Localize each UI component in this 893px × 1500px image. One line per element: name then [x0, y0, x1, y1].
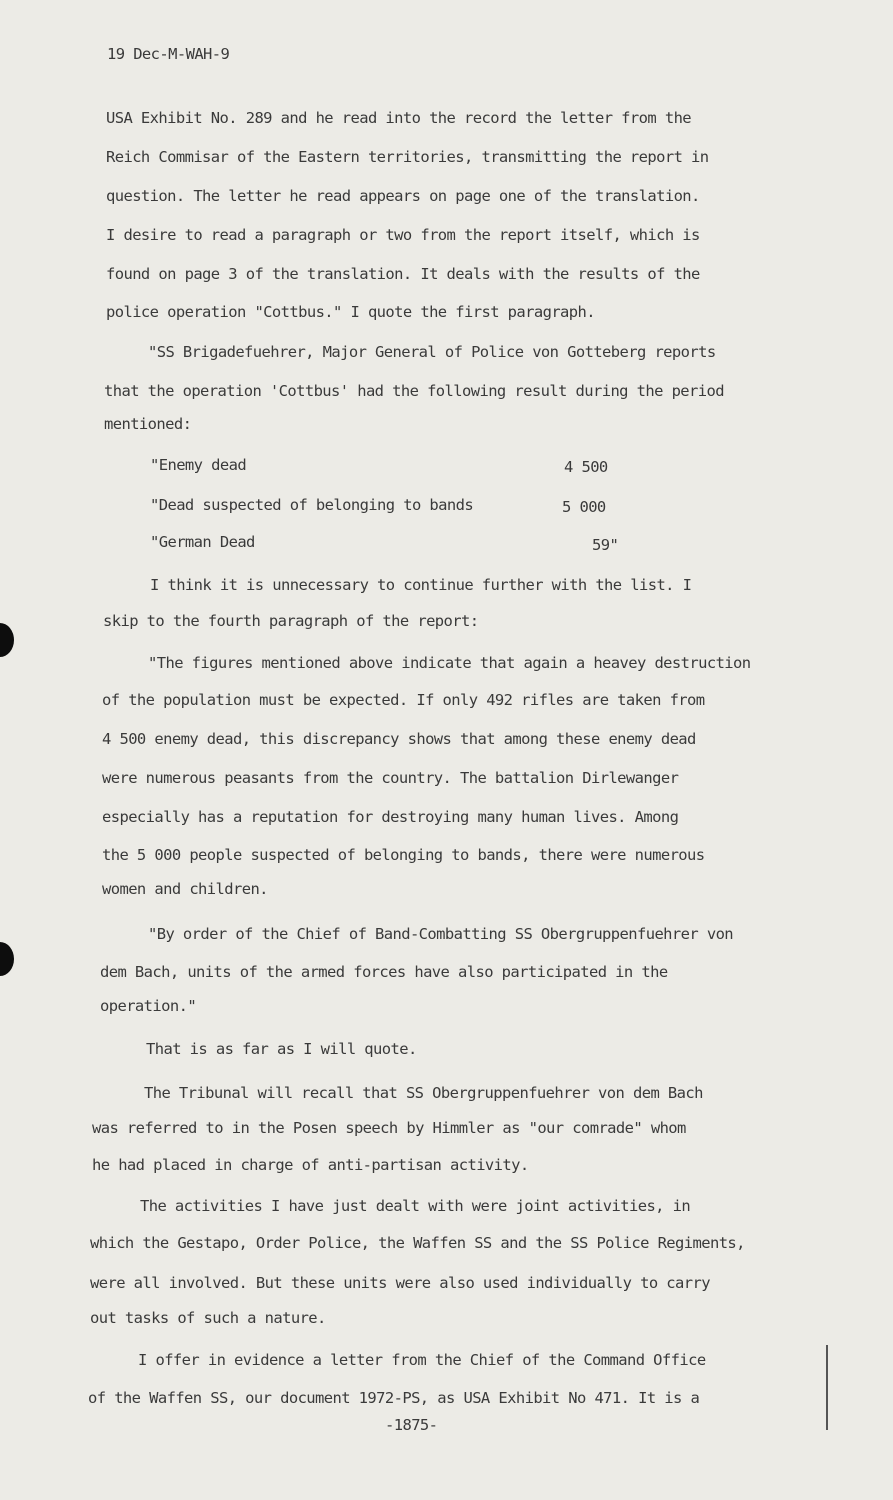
text-line: skip to the fourth paragraph of the report: — [103, 612, 479, 630]
text-line: that the operation 'Cottbus' had the following result during the period — [104, 382, 724, 400]
text-line: "By order of the Chief of Band-Combatting SS Obergruppenfuehrer von — [148, 925, 734, 943]
margin-line-mark — [826, 1345, 828, 1430]
text-line: which the Gestapo, Order Police, the Waffen SS and the SS Police Regiments, — [90, 1234, 745, 1252]
text-line: I offer in evidence a letter from the Chief of the Command Office — [138, 1351, 706, 1369]
text-line: the 5 000 people suspected of belonging to bands, there were numerous — [102, 846, 705, 864]
text-line: USA Exhibit No. 289 and he read into the record the letter from the — [106, 109, 692, 127]
page-header: 19 Dec-M-WAH-9 — [107, 45, 230, 63]
table-value: 59" — [592, 536, 619, 554]
table-label: "Enemy dead — [150, 456, 247, 474]
binder-hole-top — [0, 623, 14, 657]
text-line: he had placed in charge of anti-partisan activity. — [92, 1156, 529, 1174]
text-line: question. The letter he read appears on page one of the translation. — [106, 187, 700, 205]
text-line: That is as far as I will quote. — [146, 1040, 417, 1058]
text-line: was referred to in the Posen speech by Himmler as "our comrade" whom — [92, 1119, 686, 1137]
text-line: I think it is unnecessary to continue further with the list. I — [150, 576, 692, 594]
table-value: 4 500 — [564, 458, 608, 476]
text-line: The activities I have just dealt with were joint activities, in — [140, 1197, 691, 1215]
text-line: police operation "Cottbus." I quote the first paragraph. — [106, 303, 595, 321]
text-line: 4 500 enemy dead, this discrepancy shows that among these enemy dead — [102, 730, 696, 748]
table-label: "German Dead — [150, 533, 255, 551]
text-line: operation." — [100, 997, 197, 1015]
text-line: "The figures mentioned above indicate that again a heavey destruction — [148, 654, 751, 672]
text-line: Reich Commisar of the Eastern territories, transmitting the report in — [106, 148, 709, 166]
table-value: 5 000 — [562, 498, 606, 516]
text-line: found on page 3 of the translation. It deals with the results of the — [106, 265, 700, 283]
text-line: especially has a reputation for destroying many human lives. Among — [102, 808, 679, 826]
text-line: women and children. — [102, 880, 268, 898]
text-line: of the population must be expected. If only 492 rifles are taken from — [102, 691, 705, 709]
table-label: "Dead suspected of belonging to bands — [150, 496, 474, 514]
page-number: -1875- — [385, 1416, 438, 1434]
text-line: I desire to read a paragraph or two from the report itself, which is — [106, 226, 700, 244]
text-line: of the Waffen SS, our document 1972-PS, as USA Exhibit No 471. It is a — [88, 1389, 700, 1407]
binder-hole-bottom — [0, 942, 14, 976]
text-line: The Tribunal will recall that SS Obergruppenfuehrer von dem Bach — [144, 1084, 703, 1102]
text-line: dem Bach, units of the armed forces have also participated in the — [100, 963, 668, 981]
text-line: mentioned: — [104, 415, 192, 433]
text-line: out tasks of such a nature. — [90, 1309, 326, 1327]
text-line: "SS Brigadefuehrer, Major General of Police von Gotteberg reports — [148, 343, 716, 361]
text-line: were all involved. But these units were also used individually to carry — [90, 1274, 710, 1292]
text-line: were numerous peasants from the country. The battalion Dirlewanger — [102, 769, 679, 787]
